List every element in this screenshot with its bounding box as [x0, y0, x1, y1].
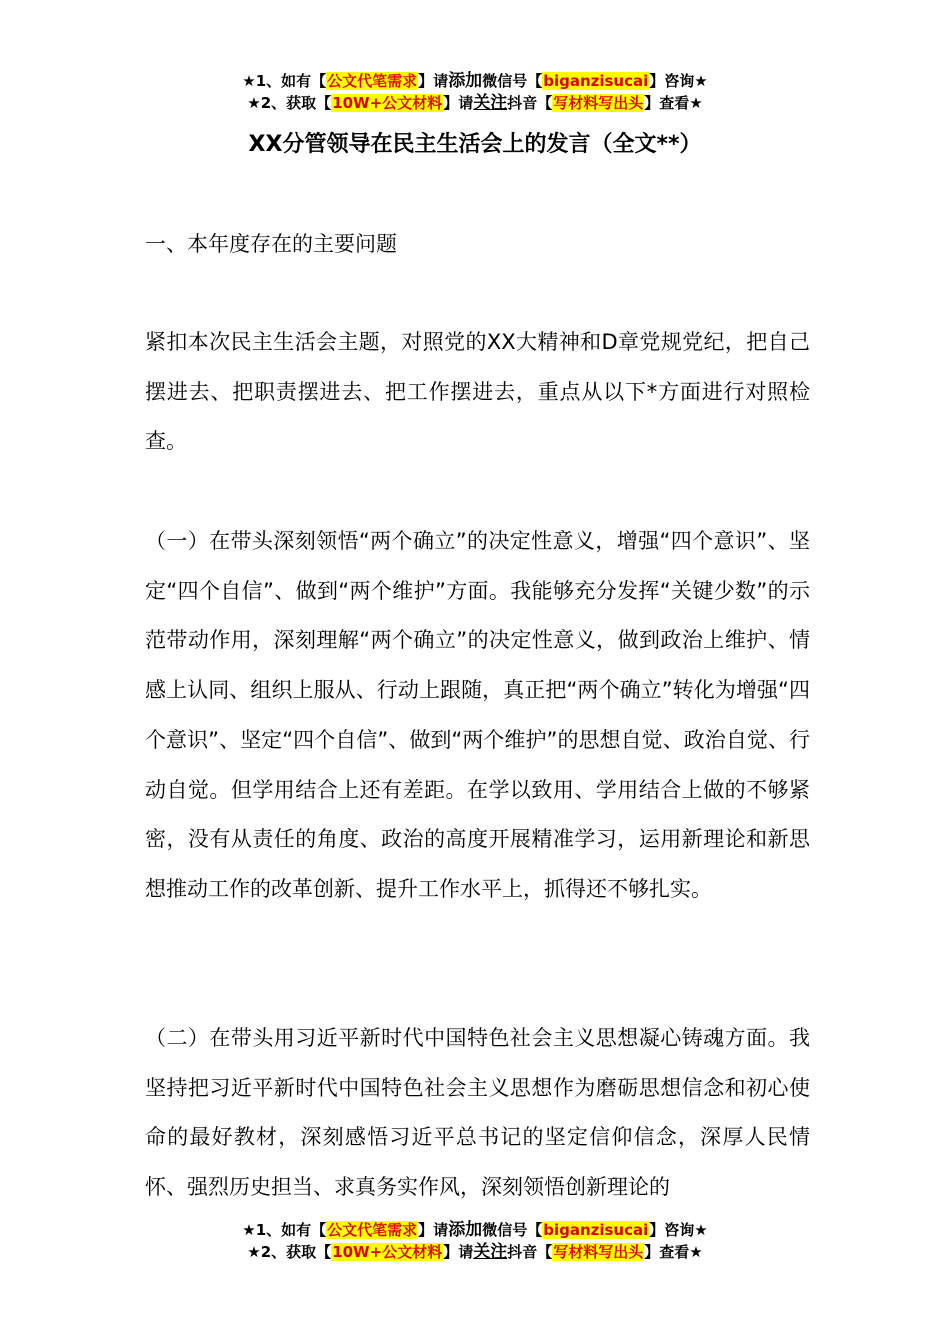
promo-highlight: 10W+公文材料 — [332, 94, 443, 112]
promo-highlight-wechat-id: biganzisucai — [543, 72, 649, 90]
promo-highlight: 公文代笔需求 — [327, 1221, 418, 1239]
promo-highlight-douyin-id: 写材料写出头 — [553, 1243, 644, 1261]
promo-line-1 — [0, 70, 950, 92]
promo-line-2 — [0, 1241, 950, 1263]
promo-text: ★2、获取【 — [247, 1243, 332, 1261]
promo-text: 抖音【 — [507, 1243, 553, 1261]
promo-line-1 — [0, 1219, 950, 1241]
promo-highlight-douyin-id: 写材料写出头 — [553, 94, 644, 112]
promo-text: ★1、如有【 — [242, 72, 327, 90]
promo-text: 微信号【 — [482, 72, 543, 90]
document-title: XX分管领导在民主生活会上的发言（全文**） — [248, 132, 702, 157]
promo-banner-top — [0, 70, 950, 114]
promo-text: 】请 — [418, 72, 449, 90]
promo-highlight: 10W+公文材料 — [332, 1243, 443, 1261]
paragraph-text: （一）在带头深刻领悟“两个确立”的决定性意义，增强“四个意识”、坚定“四个自信”、做到“两个维护”方面。我能够充分发挥“关键少数”的示范带动作用，深刻理解“两个确立”的决定性意义，做到政治上维护、情感上认同、组织上服从、行动上跟随，真正把“两个确立”转化为增强“四个意识”、坚定“四个自信”、做到“两个维护”的思想自觉、政治自觉、行动自觉。但学用结合上还有差距。在学以致用、学用结合上做的不够紧密，没有从责任的角度、政治的高度开展精准学习，运用新理论和新思想推动工作的改革创新、提升工作水平上，抓得还不够扎实。 — [145, 529, 810, 901]
promo-emphasis: 添加 — [448, 1220, 483, 1240]
promo-emphasis: 关注 — [473, 93, 508, 113]
promo-emphasis: 关注 — [473, 1242, 508, 1262]
promo-text: 】请 — [443, 1243, 474, 1261]
promo-text: 】咨询★ — [649, 72, 708, 90]
promo-highlight-wechat-id: biganzisucai — [543, 1221, 649, 1239]
promo-highlight: 公文代笔需求 — [327, 72, 418, 90]
promo-text: 微信号【 — [482, 1221, 543, 1239]
promo-text: 】请 — [418, 1221, 449, 1239]
promo-line-2 — [0, 92, 950, 114]
promo-text: 】请 — [443, 94, 474, 112]
paragraph-intro — [145, 318, 810, 467]
promo-emphasis: 添加 — [448, 71, 483, 91]
promo-text: 抖音【 — [507, 94, 553, 112]
promo-text: 】咨询★ — [649, 1221, 708, 1239]
promo-text: ★1、如有【 — [242, 1221, 327, 1239]
paragraph-text: （二）在带头用习近平新时代中国特色社会主义思想凝心铸魂方面。我坚持把习近平新时代中国特色社会主义思想作为磨砺思想信念和初心使命的最好教材，深刻感悟习近平总书记的坚定信仰信念，深厚人民情怀、强烈历史担当、求真务实作风，深刻领悟创新理论的 — [145, 1026, 810, 1200]
paragraph-section-2 — [145, 1014, 810, 1213]
paragraph-section-1 — [145, 517, 810, 915]
paragraph-text: 紧扣本次民主生活会主题，对照党的XX大精神和D章党规党纪，把自己摆进去、把职责摆进去、把工作摆进去，重点从以下*方面进行对照检查。 — [145, 330, 810, 454]
promo-text: 】查看★ — [644, 94, 703, 112]
promo-text: 】查看★ — [644, 1243, 703, 1261]
promo-banner-bottom — [0, 1219, 950, 1263]
heading-text: 一、本年度存在的主要问题 — [145, 232, 397, 256]
promo-text: ★2、获取【 — [247, 94, 332, 112]
section-heading — [145, 220, 810, 270]
